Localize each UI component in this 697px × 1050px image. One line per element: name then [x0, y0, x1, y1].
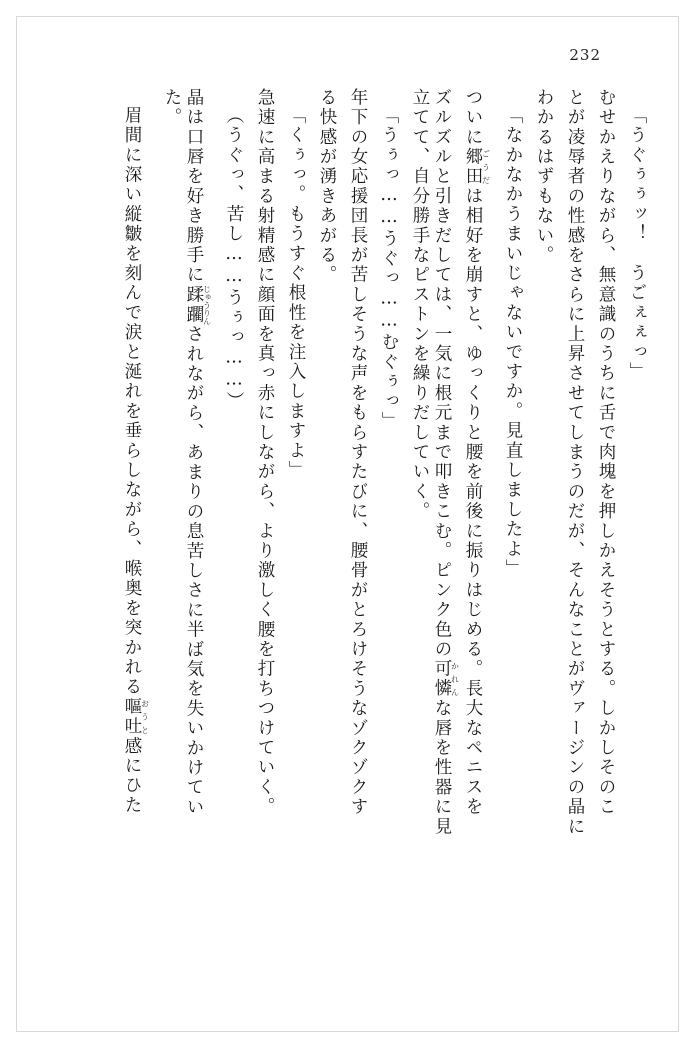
ruby-annotation: 可憐かれん: [432, 659, 460, 699]
text-column: 立てて、自分勝手なピストンを繰りだしていく。: [410, 88, 430, 522]
text-column: 「うぅっ……うぐっ……むぐぅっ」: [379, 106, 399, 432]
text-column: 晶は口唇を好き勝手に蹂躙じゅうりんされながら、あまりの息苦しさに半ば気を失いかけてい: [184, 88, 212, 818]
text-column: る快感が湧きあがる。: [317, 88, 337, 285]
text-column: 急速に高まる射精感に顔面を真っ赤にしながら、より激しく腰を打ちつけていく。: [255, 88, 275, 817]
text-column: むせかえりながら、無意識のうちに舌で肉塊を押しかえそうとする。しかしそのこ: [596, 88, 616, 817]
text-column: 「くぅっ。もうすぐ根性を注入しますよ」: [286, 106, 306, 481]
text-column: （うぐっ、苦し……うぅっ……）: [224, 106, 244, 412]
page-number: 232: [569, 46, 601, 64]
ruby-annotation: 蹂躙じゅうりん: [184, 284, 212, 325]
text-column: 年下の女応援団長が苦しそうな声をもらすたびに、腰骨がとろけそうなゾクゾクす: [348, 88, 368, 817]
text-column: ズルズルと引きだしては、一気に根元まで叩きこむ。ピンク色の可憐かれんな唇を性器に見: [432, 88, 460, 837]
ruby-annotation: 嘔吐おうと: [122, 697, 150, 737]
text-column: とが凌辱者の性感をさらに上昇させてしまうのだが、そんなことがヴァージンの晶に: [565, 88, 585, 837]
vertical-text-body: [60, 88, 645, 988]
text-column: わかるはずもない。: [534, 88, 554, 266]
text-column: 「うぐぅぅッ！ うごぇぇっ」: [627, 106, 647, 382]
text-column: 「なかなかうまいじゃないですか。見直しましたよ」: [503, 106, 523, 579]
text-column: ついに郷田ごうだは相好を崩すと、ゆっくりと腰を前後に振りはじめる。長大なペニスを: [463, 88, 491, 817]
text-column: 眉間に深い縦皺を刻んで涙と涎れを垂らしながら、喉奥を突かれる嘔吐おうと感にひた: [122, 106, 150, 816]
ruby-annotation: 郷田ごうだ: [463, 147, 491, 187]
text-column: た。: [162, 88, 182, 128]
